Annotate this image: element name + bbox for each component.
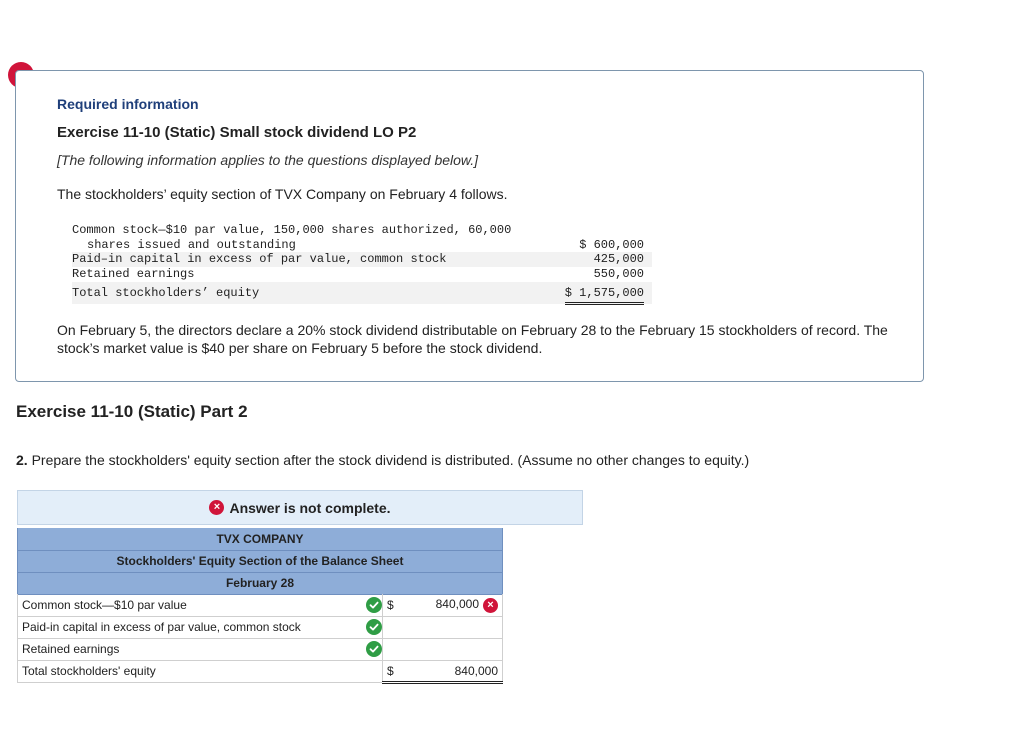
check-icon <box>366 641 382 657</box>
sheet-row-value-cell[interactable] <box>398 616 502 638</box>
sheet-row-value: 840,000 <box>435 597 479 612</box>
required-information-heading: Required information <box>57 96 199 112</box>
sheet-row-value-cell[interactable] <box>398 638 502 660</box>
equity-row-common-stock-line1 <box>72 223 652 238</box>
equity-row-value: 550,000 <box>593 267 644 281</box>
sheet-total-label: Total stockholders' equity <box>22 664 156 678</box>
sheet-total-currency: $ <box>383 660 399 682</box>
exercise-title: Exercise 11-10 (Static) Small stock dividend LO P2 <box>57 124 417 141</box>
equity-row-retained-earnings <box>72 267 652 282</box>
intro-text: The stockholders’ equity section of TVX Company on February 4 follows. <box>57 186 508 202</box>
status-cell <box>366 660 383 682</box>
sheet-row-total <box>18 660 503 682</box>
sheet-row-currency <box>383 616 399 638</box>
sheet-date: February 28 <box>225 576 295 590</box>
sheet-row-retained-earnings <box>18 638 503 660</box>
check-icon <box>366 597 382 613</box>
incorrect-icon: × <box>209 500 224 515</box>
sheet-header-date-row <box>18 572 503 594</box>
equity-table <box>72 223 652 304</box>
answer-status-bar <box>17 490 583 525</box>
check-icon <box>366 619 382 635</box>
sheet-company: TVX COMPANY <box>216 531 304 546</box>
equity-row-label: Total stockholders’ equity <box>72 286 260 300</box>
sheet-header-company-row <box>18 528 503 550</box>
story-text: On February 5, the directors declare a 20% stock dividend distributable on February 28 to the February 15 stockholders of record. The stock’s market value is $40 per share on February 5 before the stock dividend. <box>57 322 888 356</box>
question-number: 2. <box>16 452 28 468</box>
sheet-total-label-cell <box>18 660 366 682</box>
equity-row-value: 425,000 <box>593 252 644 266</box>
part-title: Exercise 11-10 (Static) Part 2 <box>16 402 248 421</box>
sheet-total-value: 840,000 <box>454 663 498 678</box>
answer-status-text: Answer is not complete. <box>229 499 391 516</box>
equity-row-label: Retained earnings <box>72 267 195 281</box>
equity-row-label: Common stock—$10 par value, 150,000 shares authorized, 60,000 <box>72 223 512 237</box>
sheet-row-common-stock <box>18 594 503 616</box>
sheet-row-label: Retained earnings <box>22 642 120 656</box>
equity-row-value: $ 600,000 <box>579 238 644 252</box>
sheet-row-paid-in-capital <box>18 616 503 638</box>
equity-row-label: Paid–in capital in excess of par value, common stock <box>72 252 447 266</box>
check-icon-glyph <box>369 622 379 632</box>
sheet-row-label: Paid-in capital in excess of par value, common stock <box>22 620 301 634</box>
sheet-row-currency: $ <box>383 594 399 616</box>
sheet-row-label-cell[interactable] <box>18 594 366 616</box>
equity-row-value: $ 1,575,000 <box>565 284 644 305</box>
balance-sheet-table <box>17 528 503 684</box>
equity-row-total <box>72 282 652 304</box>
status-cell <box>366 594 383 616</box>
equity-row-common-stock-line2 <box>72 238 652 252</box>
equity-row-paid-in-capital <box>72 252 652 267</box>
equity-row-label: shares issued and outstanding <box>87 238 296 252</box>
sheet-row-label: Common stock—$10 par value <box>22 598 187 612</box>
sheet-statement: Stockholders' Equity Section of the Balance Sheet <box>116 554 404 568</box>
check-icon-glyph <box>369 644 379 654</box>
status-cell <box>366 638 383 660</box>
sheet-row-label-cell[interactable] <box>18 638 366 660</box>
question-text: Prepare the stockholders' equity section after the stock dividend is distributed. (Assume no other changes to equity.) <box>31 452 750 468</box>
check-icon-glyph <box>369 600 379 610</box>
sheet-row-currency <box>383 638 399 660</box>
sheet-row-label-cell[interactable] <box>18 616 366 638</box>
required-information-panel <box>15 70 924 382</box>
sheet-header-statement-row <box>18 550 503 572</box>
sheet-row-value-cell[interactable] <box>398 594 502 616</box>
applies-note: [The following information applies to the questions displayed below.] <box>57 152 479 168</box>
question <box>16 452 749 468</box>
incorrect-icon: × <box>483 598 498 613</box>
status-cell <box>366 616 383 638</box>
sheet-total-value-cell <box>398 660 502 682</box>
